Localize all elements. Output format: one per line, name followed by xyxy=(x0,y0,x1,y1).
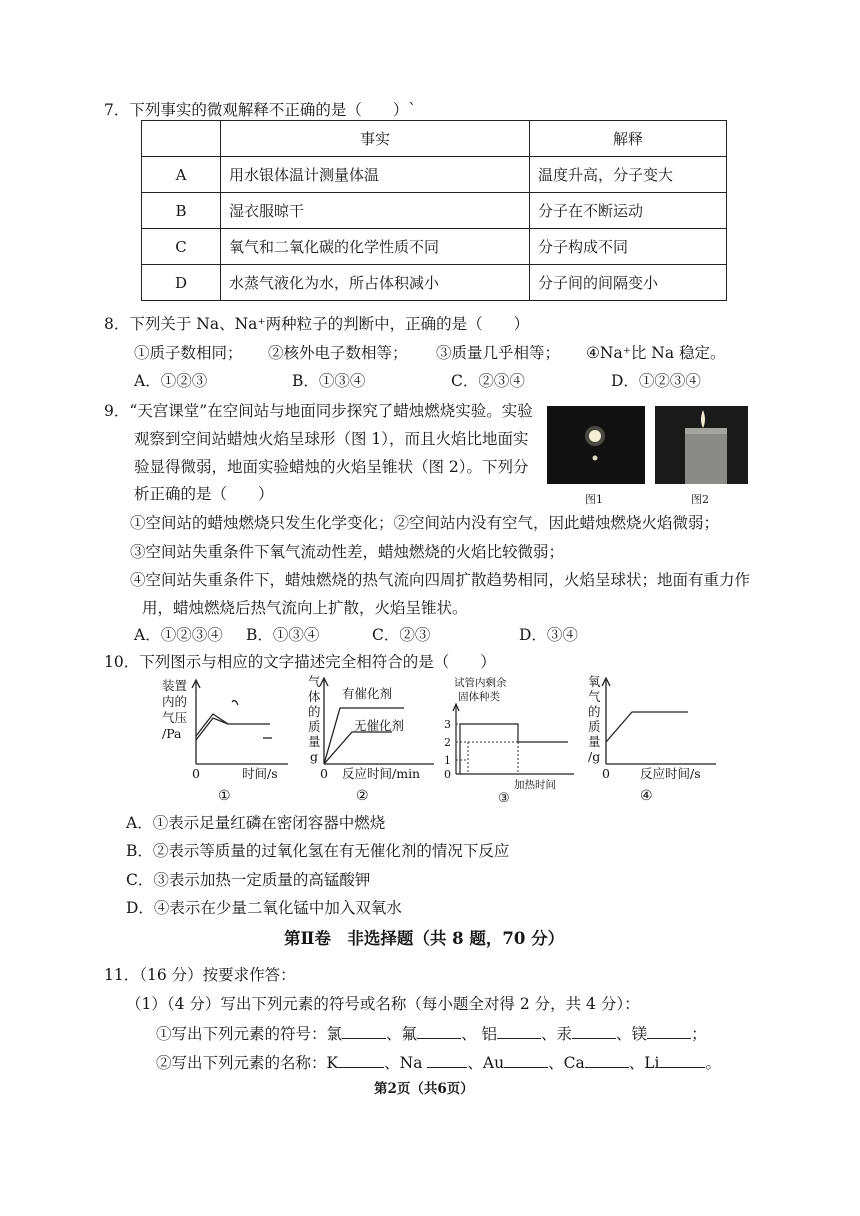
answer-blank[interactable] xyxy=(585,1067,629,1068)
graph3-tick: 1 xyxy=(444,754,451,767)
page-footer: 第2页（共6页） xyxy=(374,1081,474,1097)
graph4-curve xyxy=(606,712,688,742)
q9-statement: ④空间站失重条件下，蜡烛燃烧的热气流向四周扩散趋势相同，火焰呈球状；地面有重力作 xyxy=(130,571,751,589)
answer-blank[interactable] xyxy=(417,1038,461,1039)
answer-blank[interactable] xyxy=(342,1038,386,1039)
element-symbol: Na xyxy=(399,1054,423,1072)
row-explain: 分子在不断运动 xyxy=(530,193,727,229)
graph3-step-line xyxy=(460,724,568,774)
graph3-ylabel: 固体种类 xyxy=(458,691,500,703)
row-letter: B xyxy=(142,193,221,229)
graph4-ylabel: 量 xyxy=(588,734,601,749)
element-name: 铝 xyxy=(481,1025,498,1043)
graph4-ylabel: 质 xyxy=(588,719,601,734)
graph1-ylabel: 气压 xyxy=(162,710,188,725)
graph2-xlabel: 反应时间/min xyxy=(342,766,421,781)
q9-statement: 用，蜡烛燃烧后热气流向上扩散，火焰呈锥状。 xyxy=(142,599,468,617)
graph3-tick: 2 xyxy=(444,736,451,749)
graph4 xyxy=(584,672,724,806)
element-symbol: Li xyxy=(644,1054,660,1072)
q10-stem: 10．下列图示与相应的文字描述完全相符合的是（ ） xyxy=(104,653,496,671)
graph3-xlabel: 加热时间 xyxy=(514,779,556,791)
figure1-photo xyxy=(547,406,645,484)
q9-stem-line: 9．“天宫课堂”在空间站与地面同步探究了蜡烛燃烧实验。实验 xyxy=(104,402,533,420)
figure2-label: 图2 xyxy=(691,493,709,506)
graph1-xlabel: 时间/s xyxy=(242,766,278,781)
graph3-ylabel: 试管内剩余 xyxy=(454,677,507,689)
graph2-curve2-label: 无催化剂 xyxy=(354,718,405,733)
graph1-number: ① xyxy=(218,788,231,804)
graph3-tick: 0 xyxy=(444,768,451,781)
answer-blank[interactable] xyxy=(572,1038,616,1039)
q9-option-b: B．①③④ xyxy=(246,626,320,644)
element-name: 氯 xyxy=(326,1025,343,1043)
row-letter: D xyxy=(142,265,221,301)
row-fact: 湿衣服晾干 xyxy=(221,193,530,229)
q11-names-line: ②写出下列元素的名称：K 、Na 、Au 、Ca 、Li 。 xyxy=(156,1054,721,1072)
q10-option-c: C．③表示加热一定质量的高锰酸钾 xyxy=(126,871,371,889)
q8-statement: ③质量几乎相等； xyxy=(436,344,561,362)
graph1-ylabel: /Pa xyxy=(162,726,182,741)
candle-cone-flame-icon xyxy=(655,406,748,484)
element-symbol: Ca xyxy=(563,1054,585,1072)
table-row xyxy=(142,229,727,265)
q9-statement: ①空间站的蜡烛燃烧只发生化学变化；②空间站内没有空气，因此蜡烛燃烧火焰微弱； xyxy=(130,514,720,532)
q8-statement: ①质子数相同； xyxy=(134,344,243,362)
graph2-ylabel: 体 xyxy=(308,689,321,704)
spherical-flame-icon xyxy=(547,406,645,484)
graph1-ylabel: 内的 xyxy=(162,694,188,709)
q8-option-a: A．①②③ xyxy=(134,372,208,390)
q11-stem: 11．（16 分）按要求作答： xyxy=(104,966,296,984)
q8-stem: 8．下列关于 Na、Na⁺两种粒子的判断中，正确的是（ ） xyxy=(104,315,530,333)
graph2-curve-no-catalyst xyxy=(324,732,392,764)
graph2-curve-catalyst xyxy=(324,708,404,764)
q9-option-c: C．②③ xyxy=(372,626,431,644)
row-fact: 水蒸气液化为水，所占体积减小 xyxy=(221,265,530,301)
graph4-ylabel: 氧 xyxy=(588,674,601,689)
q8-statement: ④Na⁺比 Na 稳定。 xyxy=(586,344,726,362)
q8-option-c: C．②③④ xyxy=(451,372,525,390)
graph4-ylabel: /g xyxy=(588,749,601,764)
table-row xyxy=(142,157,727,193)
row-fact: 用水银体温计测量体温 xyxy=(221,157,530,193)
graph2-ylabel: 量 xyxy=(308,734,321,749)
answer-blank[interactable] xyxy=(504,1067,548,1068)
row-explain: 分子间的间隔变小 xyxy=(530,265,727,301)
q7-table xyxy=(141,120,727,301)
q9-statement: ③空间站失重条件下氧气流动性差，蜡烛燃烧的火焰比较微弱； xyxy=(130,543,565,561)
row-fact: 氧气和二氧化碳的化学性质不同 xyxy=(221,229,530,265)
q9-option-d: D．③④ xyxy=(519,626,578,644)
row-explain: 分子构成不同 xyxy=(530,229,727,265)
graph2-number: ② xyxy=(356,788,369,804)
q9-stem-line: 观察到空间站蜡烛火焰呈球形（图 1），而且火焰比地面实 xyxy=(134,430,529,448)
q11-symbols-line: ①写出下列元素的符号：氯 、氟 、 铝 、汞 、镁 ； xyxy=(156,1025,707,1043)
graph1-origin: 0 xyxy=(192,766,200,781)
q8-statement: ②核外电子数相等； xyxy=(268,344,408,362)
figure2-photo xyxy=(655,406,748,484)
element-symbol: K xyxy=(326,1054,339,1072)
q9-stem-line: 析正确的是（ ） xyxy=(134,485,274,503)
q9-option-a: A．①②③④ xyxy=(134,626,223,644)
table-header-row xyxy=(142,121,727,157)
answer-blank[interactable] xyxy=(659,1067,705,1068)
graph2-ylabel: 气 xyxy=(308,674,321,689)
graph4-xlabel: 反应时间/s xyxy=(640,766,701,781)
q8-option-d: D．①②③④ xyxy=(611,372,701,390)
table-row xyxy=(142,193,727,229)
element-name: 氟 xyxy=(401,1025,418,1043)
names-prompt: ②写出下列元素的名称： xyxy=(156,1054,327,1072)
row-letter: C xyxy=(142,229,221,265)
element-symbol: Au xyxy=(482,1054,505,1072)
figure1-label: 图1 xyxy=(585,493,603,506)
graph2-ylabel: 的 xyxy=(308,704,321,719)
q8-option-b: B．①③④ xyxy=(292,372,366,390)
graph1-ylabel: 装置 xyxy=(162,678,188,693)
graph3 xyxy=(440,676,580,806)
graph2-ylabel: g xyxy=(310,749,319,764)
graph4-origin: 0 xyxy=(602,766,610,781)
q10-option-b: B．②表示等质量的过氧化氢在有无催化剂的情况下反应 xyxy=(126,842,510,860)
section-title: 第Ⅱ卷 非选择题（共 8 题，70 分） xyxy=(284,929,565,948)
graph3-tick: 3 xyxy=(444,718,451,731)
answer-blank[interactable] xyxy=(338,1067,384,1068)
graph2-ylabel: 质 xyxy=(308,719,321,734)
row-explain: 温度升高，分子变大 xyxy=(530,157,727,193)
answer-blank[interactable] xyxy=(647,1038,691,1039)
answer-blank[interactable] xyxy=(497,1038,541,1039)
answer-blank[interactable] xyxy=(427,1067,467,1068)
q7-stem: 7．下列事实的微观解释不正确的是（ ）` xyxy=(104,101,417,119)
table-header-explain: 解释 xyxy=(530,121,727,157)
graph4-ylabel: 的 xyxy=(588,704,601,719)
graph4-number: ④ xyxy=(640,788,653,804)
graph1-mark xyxy=(232,701,238,705)
q10-option-a: A．①表示足量红磷在密闭容器中燃烧 xyxy=(126,814,386,832)
q10-option-d: D．④表示在少量二氧化锰中加入双氧水 xyxy=(126,899,402,917)
graph1 xyxy=(160,676,300,806)
graph2-curve1-label: 有催化剂 xyxy=(342,686,393,701)
q11-sub1: （1）（4 分）写出下列元素的符号或名称（每小题全对得 2 分，共 4 分）： xyxy=(126,995,640,1013)
q9-stem-line: 验显得微弱，地面实验蜡烛的火焰呈锥状（图 2）。下列分 xyxy=(134,458,529,476)
element-name: 镁 xyxy=(631,1025,648,1043)
graph2 xyxy=(300,672,442,806)
graph3-number: ③ xyxy=(498,791,510,806)
table-header-fact: 事实 xyxy=(221,121,530,157)
graph4-ylabel: 气 xyxy=(588,689,601,704)
symbols-prompt: ①写出下列元素的符号： xyxy=(156,1025,327,1043)
element-name: 汞 xyxy=(556,1025,573,1043)
row-letter: A xyxy=(142,157,221,193)
table-header-blank xyxy=(142,121,221,157)
graph2-origin: 0 xyxy=(320,766,328,781)
table-row xyxy=(142,265,727,301)
